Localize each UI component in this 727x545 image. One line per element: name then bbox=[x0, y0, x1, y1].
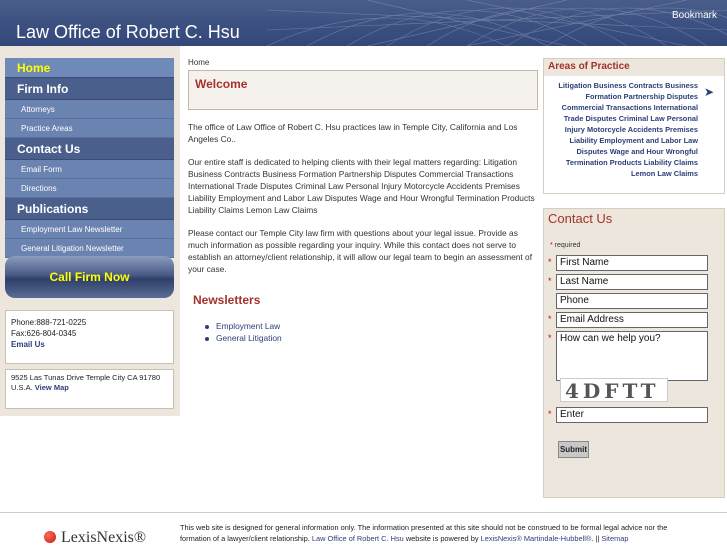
powered-text: website is powered by bbox=[405, 534, 479, 543]
nav-employment-newsletter[interactable]: Employment Law Newsletter bbox=[5, 220, 174, 239]
breadcrumb[interactable]: Home bbox=[188, 58, 210, 67]
nav-publications[interactable]: Publications bbox=[5, 198, 174, 220]
lexisnexis-wordmark: LexisNexis® bbox=[61, 529, 147, 545]
sitemap-link[interactable]: Sitemap bbox=[601, 534, 629, 543]
main-content bbox=[188, 58, 540, 344]
areas-of-practice-title: Areas of Practice bbox=[544, 59, 724, 76]
contact-form bbox=[543, 208, 725, 498]
newsletter-item[interactable] bbox=[205, 320, 540, 332]
disclaimer-text: This web site is designed for general information only. The information presented at this site should not be construed to be formal legal advice nor the formation of a lawyer/client relationship. bbox=[180, 523, 668, 543]
message-textarea[interactable]: How can we help you? bbox=[556, 331, 708, 381]
areas-of-practice-list bbox=[544, 76, 724, 179]
newsletters-list bbox=[205, 320, 540, 344]
fax-number: Fax:626-804-0345 bbox=[11, 329, 77, 338]
bookmark-link[interactable]: Bookmark bbox=[671, 10, 717, 21]
footer-separator: . || bbox=[591, 534, 600, 543]
left-sidebar bbox=[0, 46, 180, 416]
practice-area-line[interactable]: Commercial Transactions International bbox=[561, 103, 698, 112]
phone-number: Phone:888-721-0225 bbox=[11, 318, 87, 327]
view-map-link[interactable]: View Map bbox=[34, 383, 69, 392]
nav-directions[interactable]: Directions bbox=[5, 179, 174, 198]
required-star: * bbox=[548, 409, 552, 419]
required-star: * bbox=[548, 314, 552, 324]
required-note bbox=[550, 242, 580, 249]
areas-of-practice-box bbox=[543, 58, 725, 194]
nav-email-form[interactable]: Email Form bbox=[5, 160, 174, 179]
required-star: * bbox=[550, 242, 553, 249]
email-field[interactable]: Email Address bbox=[556, 312, 708, 328]
call-firm-now-button[interactable]: Call Firm Now bbox=[5, 256, 174, 298]
contact-paragraph: Please contact our Temple City law firm with questions about your legal issue. Provide as much information as possible regarding your inquiry. While this contact does not serve to establish an attorney/client relationship, it will allow our legal team to begin an assessment of your case. bbox=[188, 228, 533, 274]
practice-area-line[interactable]: Disputes Wage and Hour Wrongful bbox=[576, 147, 698, 156]
bullet-icon bbox=[205, 325, 209, 329]
lexisnexis-logo[interactable] bbox=[44, 529, 146, 545]
intro-paragraph: The office of Law Office of Robert C. Hsu practices law in Temple City, California and Los Angeles Co.. bbox=[188, 122, 518, 144]
lexisnexis-ball-icon bbox=[44, 531, 56, 543]
practice-area-line[interactable]: Litigation Business Contracts Business bbox=[558, 81, 698, 90]
newsletter-item[interactable] bbox=[205, 332, 540, 344]
newsletter-link[interactable]: Employment Law bbox=[216, 321, 281, 331]
practice-area-line[interactable]: Injury Motorcycle Accidents Premises bbox=[564, 125, 698, 134]
newsletters-title: Newsletters bbox=[193, 293, 261, 307]
nav-contact-us[interactable]: Contact Us bbox=[5, 138, 174, 160]
site-footer bbox=[0, 512, 727, 545]
address-box bbox=[5, 369, 174, 409]
required-star: * bbox=[548, 333, 552, 343]
header-pattern-graphic bbox=[267, 0, 727, 46]
practice-area-line[interactable]: Trade Disputes Criminal Law Personal bbox=[563, 114, 698, 123]
captcha-input[interactable]: Enter bbox=[556, 407, 708, 423]
practice-area-line[interactable]: Lemon Law Claims bbox=[631, 169, 698, 178]
last-name-field[interactable]: Last Name bbox=[556, 274, 708, 290]
address-text: 9525 Las Tunas Drive Temple City CA 91780 U.S.A. bbox=[11, 373, 161, 392]
nav-firm-info[interactable]: Firm Info bbox=[5, 78, 174, 100]
firm-link[interactable]: Law Office of Robert C. Hsu bbox=[311, 534, 404, 543]
nav-general-newsletter[interactable]: General Litigation Newsletter bbox=[5, 239, 174, 258]
site-header bbox=[0, 0, 727, 46]
site-title: Law Office of Robert C. Hsu bbox=[16, 22, 240, 42]
phone-field[interactable]: Phone bbox=[556, 293, 708, 309]
bullet-icon bbox=[205, 337, 209, 341]
practice-area-line[interactable]: Formation Partnership Disputes bbox=[585, 92, 698, 101]
nav-attorneys[interactable]: Attorneys bbox=[5, 100, 174, 119]
required-star: * bbox=[548, 276, 552, 286]
first-name-field[interactable]: First Name bbox=[556, 255, 708, 271]
contact-info-box bbox=[5, 310, 174, 364]
arrow-right-icon[interactable]: ➤ bbox=[703, 85, 714, 99]
services-paragraph: Our entire staff is dedicated to helping clients with their legal matters regarding: Litigation Business Contracts Business Formation Partnership Disputes Commercial Transactions International Trade Disputes Criminal Law Personal Injury Motorcycle Accidents Premises Liability Employment and Labor Law Disputes Wage and Hour Wrongful Termination Products Liability Claims Lemon Law Claims bbox=[188, 157, 535, 215]
required-star: * bbox=[548, 257, 552, 267]
captcha-image: 4DFTT bbox=[560, 378, 668, 402]
lexisnexis-link[interactable]: LexisNexis® Martindale-Hubbell® bbox=[480, 534, 592, 543]
practice-area-line[interactable]: Termination Products Liability Claims bbox=[565, 158, 698, 167]
contact-form-title: Contact Us bbox=[548, 211, 613, 226]
required-label: required bbox=[552, 242, 581, 249]
submit-button[interactable]: Submit bbox=[558, 441, 589, 458]
newsletter-link[interactable]: General Litigation bbox=[216, 333, 282, 343]
nav-home[interactable]: Home bbox=[5, 58, 174, 78]
practice-area-line[interactable]: Liability Employment and Labor Law bbox=[569, 136, 698, 145]
footer-disclaimer bbox=[180, 522, 700, 544]
main-navigation bbox=[5, 58, 174, 258]
email-us-link[interactable]: Email Us bbox=[11, 340, 45, 349]
page-title: Welcome bbox=[195, 77, 248, 91]
welcome-box bbox=[188, 70, 538, 110]
nav-practice-areas[interactable]: Practice Areas bbox=[5, 119, 174, 138]
